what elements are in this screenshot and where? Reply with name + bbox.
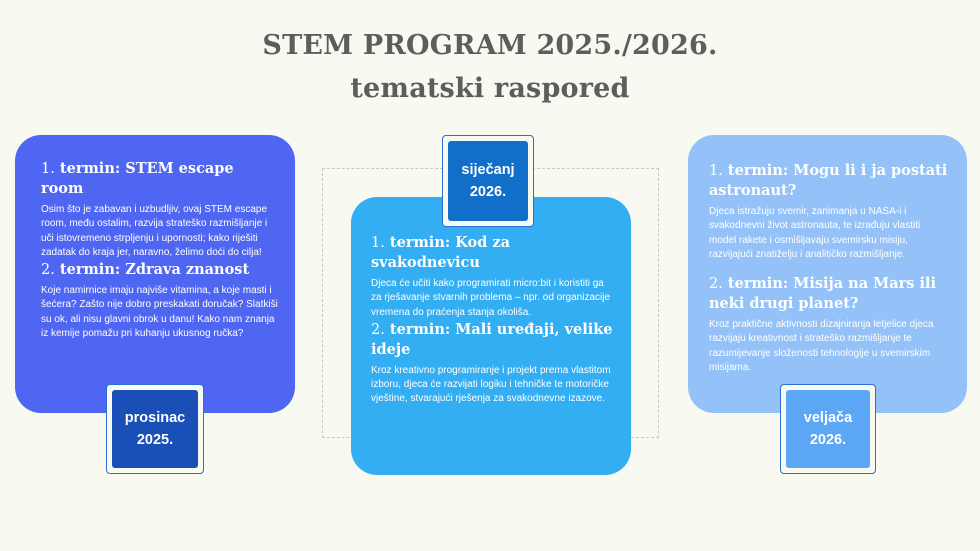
card-text: Kroz kreativno programiranje i projekt prema vlastitom izboru, djeca će razvijati logiku i tehničke te motoričke vještine, stvarajući rješenja za svakodnevne izazove. — [371, 364, 611, 405]
month-year: 2026. — [809, 432, 847, 448]
card-heading: 1. termin: Mogu li i ja postati astronaut? — [709, 162, 948, 199]
month-name: veljača — [803, 410, 853, 426]
month-tag-january — [442, 135, 534, 227]
card-january — [351, 197, 631, 475]
card-text: Osim što je zabavan i uzbudljiv, ovaj STEM escape room, među ostalim, razvija strateško razmišljanje i uči istovremeno strpljenju i upornosti; kako riješiti zadatak do kraja jer, naravno, želimo doći do cilja! — [41, 204, 268, 258]
month-tag-february — [780, 384, 876, 474]
card-text: Kroz praktične aktivnosti dizajniranja letjelice djeca razvijaju kreativnost i strateško razmišljanje te razumijevanje složenosti tehnologije u svemirskim misijama. — [709, 319, 934, 374]
card-december — [15, 135, 295, 413]
card-heading: 1. termin: STEM escape room — [41, 160, 234, 197]
month-name: siječanj — [461, 162, 515, 178]
card-heading: 2. termin: Mali uređaji, velike ideje — [371, 320, 613, 358]
card-text: Djeca istražuju svemir, zanimanja u NASA-i i svakodnevni život astronauta, te izrađuju vlastiti model rakete i osmišljavaju svemirsku misiju, razvijajući znatiželju i analitičko razmišljanje. — [709, 206, 921, 260]
card-heading: 2. termin: Zdrava znanost — [41, 261, 250, 279]
month-name: prosinac — [124, 410, 186, 426]
card-text: Koje namirnice imaju najviše vitamina, a koje masti i šećera? Zašto nije dobro preskakati doručak? Slatkiši su ok, ali nisu glavni obrok u danu! Kako nam znanja iz kemije pomažu pri kuhanju ukusnog ručka? — [41, 285, 278, 340]
month-year: 2025. — [136, 432, 174, 448]
month-tag-december — [106, 384, 204, 474]
page-subtitle: tematski raspored — [350, 73, 630, 104]
card-february — [688, 135, 967, 413]
page-title: STEM PROGRAM 2025./2026. — [262, 30, 718, 61]
card-heading: 1. termin: Kod za svakodnevicu — [371, 234, 511, 271]
month-year: 2026. — [469, 184, 507, 200]
card-text: Djeca će učiti kako programirati micro:bit i koristiti ga za rješavanje stvarnih problema – npr. od organizacije vremena do praćenja stanja okoliša. — [371, 278, 611, 318]
card-heading: 2. termin: Misija na Mars ili neki drugi planet? — [709, 275, 936, 313]
